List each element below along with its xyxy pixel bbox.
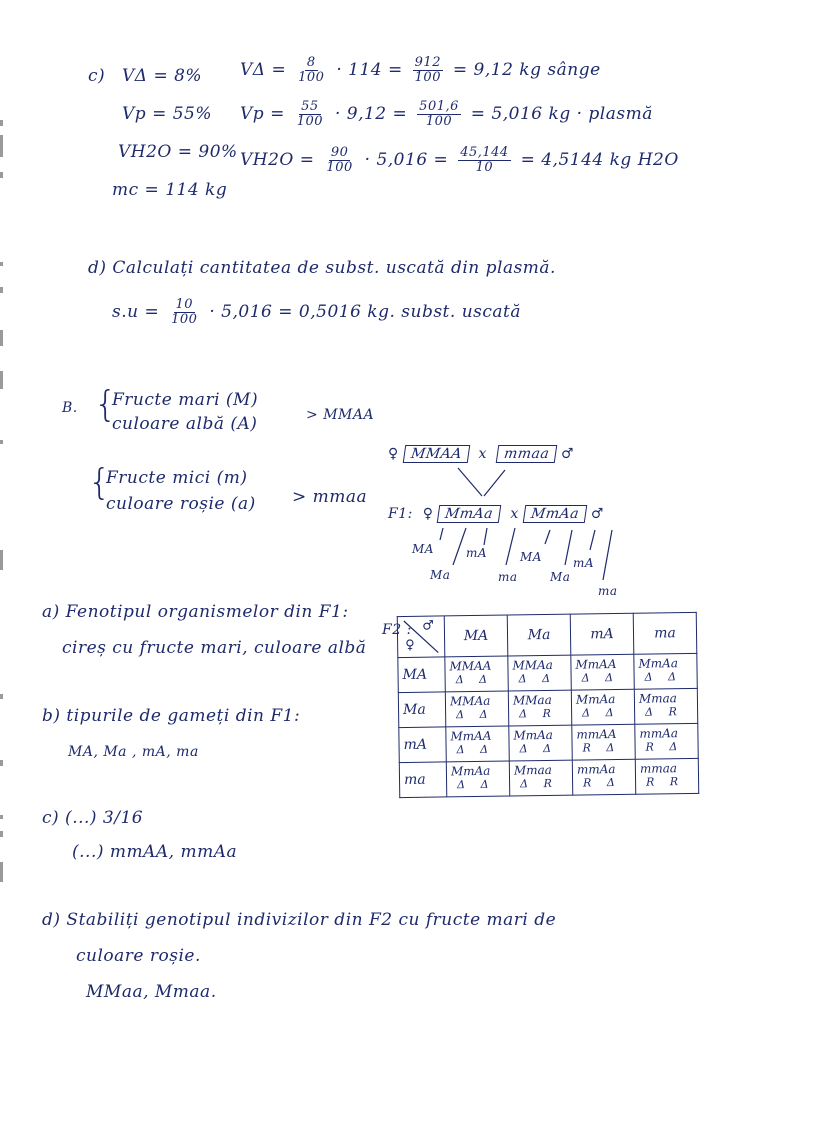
phenotype: Δ Δ <box>456 707 494 722</box>
calc-mid: · 114 = <box>336 60 403 80</box>
row-header: MA <box>398 657 445 693</box>
genotype: MmAa <box>450 763 491 779</box>
f1-label: F1: <box>388 506 413 522</box>
cross-symbol: x <box>478 446 487 462</box>
given-vh2o: VH2O = 90% <box>118 142 238 162</box>
punnett-cell <box>572 759 635 795</box>
scan-mark <box>0 120 3 126</box>
male-symbol-icon: ♂ <box>590 506 604 522</box>
answer-d-question-line2: culoare roșie. <box>76 946 201 966</box>
brace-icon: { <box>94 384 117 425</box>
parent1-trait1: Fructe mari (M) <box>112 390 259 410</box>
gamete: mA <box>573 556 595 570</box>
genotype: mmaa <box>312 487 368 507</box>
scan-mark <box>0 440 3 444</box>
row-header: Ma <box>398 692 445 728</box>
given-vp: Vp = 55% <box>122 104 212 124</box>
scan-mark <box>0 330 3 346</box>
calc-mid: · 9,12 = <box>334 104 408 124</box>
col-header: MA <box>444 615 508 657</box>
gamete: Ma <box>550 570 571 584</box>
gamete: MA <box>412 542 434 556</box>
punnett-cell <box>446 726 509 762</box>
genotype: MMAa <box>512 657 553 673</box>
answer-b-answer: MA, Ma , mA, ma <box>68 744 199 760</box>
gamete: Ma <box>430 568 451 582</box>
punnett-cell <box>572 724 635 760</box>
fraction <box>169 298 199 327</box>
genotype: MMAA <box>323 407 375 423</box>
col-header: ma <box>633 612 697 654</box>
phenotype: Δ Δ <box>644 670 683 684</box>
calc-vs <box>240 56 601 85</box>
genotype: MmAA <box>575 657 617 672</box>
parent2-trait1: Fructe mici (m) <box>106 468 248 488</box>
part-d-calc <box>112 298 521 327</box>
section-b-label: B. <box>62 400 78 416</box>
punnett-cell <box>635 758 698 794</box>
part-d-question: d) Calculați cantitatea de subst. uscată din plasmă. <box>88 258 556 278</box>
phenotype: Δ Δ <box>456 742 495 757</box>
part-c-label: c) <box>88 66 106 86</box>
scan-mark <box>0 815 3 819</box>
punnett-cell <box>509 760 572 796</box>
answer-d-answer: MMaa, Mmaa. <box>86 982 217 1002</box>
genotype: mmaa <box>639 761 678 776</box>
fraction <box>458 146 511 175</box>
female-symbol-icon: ♀ <box>388 446 399 462</box>
genotype: Mmaa <box>513 762 552 778</box>
gamete: MA <box>520 550 542 564</box>
numerator: 55 <box>301 99 319 114</box>
col-header: Ma <box>507 614 571 656</box>
fraction <box>417 100 461 129</box>
answer-d-question-line1: d) Stabiliți genotipul indivizilor din F2 cu fructe mari de <box>42 910 557 930</box>
calc-vh2o <box>240 146 679 175</box>
parent1-trait2: culoare albă (A) <box>112 414 258 434</box>
scan-mark <box>0 831 3 837</box>
genotype: MmAA <box>450 728 492 744</box>
genotype: MmAa <box>638 656 679 671</box>
gamete: ma <box>598 584 618 598</box>
row-header: mA <box>399 727 446 763</box>
phenotype: Δ R <box>645 705 683 719</box>
male-genotype-box: MmAa <box>523 505 588 523</box>
denominator: 100 <box>171 312 198 327</box>
genotype: mmAa <box>576 762 616 777</box>
scan-mark <box>0 262 3 266</box>
genotype: Mmaa <box>638 691 677 706</box>
numerator: 8 <box>306 55 316 70</box>
phenotype: Δ Δ <box>455 672 494 687</box>
punnett-cell <box>571 689 634 725</box>
phenotype: Δ Δ <box>581 671 620 685</box>
punnett-cell <box>445 691 508 727</box>
calc-result: = 9,12 kg sânge <box>452 60 601 80</box>
genotype: mmAA <box>576 727 617 742</box>
calc-result: = 5,016 kg · plasmă <box>470 104 653 124</box>
calc-rest: · 5,016 = 0,5016 kg. subst. uscată <box>209 302 521 322</box>
punnett-corner <box>397 616 445 658</box>
parent2-trait2: culoare roșie (a) <box>106 494 256 514</box>
genotype: MMAA <box>449 658 492 674</box>
punnett-cell <box>445 656 508 692</box>
punnett-cell <box>635 723 698 759</box>
fraction <box>296 56 326 85</box>
denominator: 10 <box>475 160 494 175</box>
gamete: ma <box>498 570 518 584</box>
gamete: mA <box>466 546 488 560</box>
given-vs: VΔ = 8% <box>122 66 203 86</box>
denominator: 100 <box>414 70 441 85</box>
scan-mark <box>0 550 3 570</box>
answer-a-answer: cireș cu fructe mari, culoare albă <box>62 638 367 658</box>
phenotype: R Δ <box>583 775 621 790</box>
numerator: 501,6 <box>419 99 459 114</box>
punnett-label: F2 : <box>382 622 412 638</box>
col-header: mA <box>570 613 634 655</box>
fraction <box>324 146 354 175</box>
numerator: 912 <box>414 55 441 70</box>
cross-symbol: x <box>510 506 519 522</box>
phenotype: Δ Δ <box>518 671 557 686</box>
scan-mark <box>0 862 3 882</box>
row-header: ma <box>399 762 446 798</box>
phenotype: R R <box>645 775 685 789</box>
given-mc: mc = 114 kg <box>112 180 228 200</box>
punnett-row <box>399 723 698 762</box>
phenotype: Δ R <box>520 776 558 791</box>
numerator: 10 <box>175 297 194 312</box>
female-genotype-box: MMAA <box>402 445 469 463</box>
calc-lhs: s.u = <box>112 302 160 322</box>
scan-mark <box>0 760 3 766</box>
female-genotype-box: MmAa <box>437 505 502 523</box>
scan-mark <box>0 694 3 699</box>
calc-result: = 4,5144 kg H2O <box>520 150 679 170</box>
punnett-cell <box>634 688 697 724</box>
denominator: 100 <box>425 114 453 129</box>
calc-lhs: Vp = <box>240 104 285 124</box>
genotype: mmAa <box>639 726 679 741</box>
punnett-cell <box>634 653 697 689</box>
punnett-header-row <box>397 612 697 657</box>
punnett-cell <box>509 725 572 761</box>
brace-icon: { <box>88 462 111 503</box>
phenotype: R Δ <box>582 740 621 755</box>
answer-b-question: b) tipurile de gameți din F1: <box>42 706 301 726</box>
scan-mark <box>0 371 3 389</box>
cross-p <box>388 445 574 463</box>
punnett-cell <box>508 655 571 691</box>
genotype: MMAa <box>449 693 491 709</box>
parent2-genotype: > mmaa <box>292 487 368 507</box>
punnett-row <box>398 688 697 727</box>
scan-mark <box>0 287 3 293</box>
scan-mark <box>0 135 3 157</box>
calc-lhs: VΔ = <box>240 60 287 80</box>
fraction <box>295 100 325 129</box>
scan-mark <box>0 172 3 178</box>
male-symbol-icon: ♂ <box>561 446 575 462</box>
punnett-cell <box>571 654 634 690</box>
calc-vp <box>240 100 653 129</box>
male-genotype-box: mmaa <box>496 445 558 463</box>
fraction <box>413 56 443 85</box>
parent1-genotype: > MMAA <box>306 407 375 423</box>
phenotype: Δ Δ <box>582 706 620 720</box>
phenotype: Δ R <box>519 706 557 721</box>
male-symbol-icon: ♂ <box>422 618 434 634</box>
numerator: 90 <box>330 145 349 160</box>
genotype: MmAa <box>575 692 616 707</box>
phenotype: R Δ <box>645 740 684 754</box>
phenotype: Δ Δ <box>457 777 495 792</box>
punnett-row <box>399 758 698 797</box>
punnett-cell <box>508 690 571 726</box>
answer-c-line1: c) (...) 3/16 <box>42 808 144 828</box>
punnett-square <box>397 612 700 798</box>
punnett-row <box>398 653 697 692</box>
cross-f1 <box>388 505 604 523</box>
denominator: 100 <box>296 114 324 129</box>
phenotype: Δ Δ <box>519 741 558 756</box>
genotype: MMaa <box>512 692 552 708</box>
denominator: 100 <box>298 70 325 85</box>
calc-lhs: VH2O = <box>240 150 315 170</box>
calc-mid: · 5,016 = <box>364 150 449 170</box>
denominator: 100 <box>326 160 353 175</box>
genotype: MmAa <box>513 727 554 743</box>
female-symbol-icon: ♀ <box>405 637 415 653</box>
answer-a-question: a) Fenotipul organismelor din F1: <box>42 602 349 622</box>
answer-c-line2: (...) mmAA, mmAa <box>72 842 238 862</box>
punnett-cell <box>446 761 509 797</box>
numerator: 45,144 <box>460 145 509 160</box>
female-symbol-icon: ♀ <box>422 506 434 522</box>
